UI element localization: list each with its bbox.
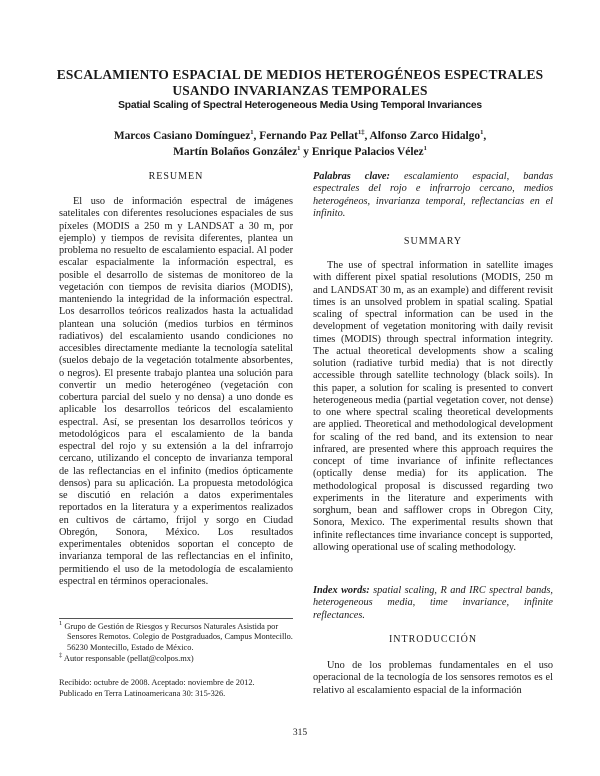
author-name: Fernando Paz Pellat: [259, 130, 358, 142]
index-words: [313, 585, 553, 622]
index-words-label: Index words:: [313, 585, 370, 596]
footnote-mark: 1: [59, 620, 63, 628]
summary-heading: SUMMARY: [403, 236, 463, 247]
introduccion-text: Uno de los problemas fundamentales en el uso operacional de la tecnología de los sensores remotos es el relativo al escalamiento espacial de la información: [313, 660, 553, 696]
received-accepted-dates: Recibido: octubre de 2008. Aceptado: noviembre de 2012.: [59, 678, 255, 687]
footnote-corresponding-author: [59, 654, 293, 664]
publication-info: Publicado en Terra Latinoamericana 30: 315-326.: [59, 689, 226, 699]
resumen-heading: RESUMEN: [148, 171, 204, 182]
author-name: Martín Bolaños González: [173, 146, 298, 158]
author-separator: ,: [364, 130, 370, 142]
page-number: 315: [292, 728, 308, 738]
author-name: Enrique Palacios Vélez: [311, 146, 424, 158]
author-name: Marcos Casiano Domínguez: [113, 130, 251, 142]
article-title-line-1: ESCALAMIENTO ESPACIAL DE MEDIOS HETEROGÉNEOS ESPECTRALES: [56, 67, 544, 82]
palabras-clave-text: escalamiento espacial, bandas espectrales del rojo e infrarrojo cercano, medios heterogéneos, invarianza temporal, reflectancias en el infinito.: [313, 171, 553, 219]
palabras-clave-label: Palabras clave:: [313, 171, 390, 182]
footnote-affiliation: [59, 622, 293, 653]
summary-text: The use of spectral information in satellite images with different pixel spatial resolutions (MODIS, 250 m and LANDSAT 30 m, as an example) and different revisit times is an unsolved problem in spatial scaling. Spatial scaling of spectral information can be used in the development of vegetation monitoring with daily revisit times (MODIS) through spectral information integrity. The actual theoretical developments show a scaling solution (radiative turbid media) that is not directly accessible through satellite technology (black soils). In this paper, a solution for scaling is presented to convert heterogeneous media (partial vegetation cover, not dense) to one where spectral scaling theoretical developments are applied. Theoretical and methodological development for scaling of the red band, and its extension to near infrared, are presented where this approach requires the concept of time invariance of infinite reflectances (optically dense media) for its application. The methodological proposal is discussed regarding two experiments in the literature and experiments with sorghum, bean and safflower crops in Obregon City, Sonora, Mexico. The experimental results shown that infinite reflectances time invariance concept is supported, allowing operational use of scaling methodology.: [313, 260, 553, 553]
resumen-text: El uso de información espectral de imágenes satelitales con diferentes resoluciones espaciales de sus píxeles (MODIS a 250 m y LANDSAT a 30 m, por ejemplo) y tiempos de revisita diferentes, plantea un problema no resuelto de escalamiento espacial. Al poder escalar espacialmente la información espectral, es posible el desarrollo de sistemas de monitoreo de la vegetación con tiempos de revisita diarios (MODIS), manteniendo la integridad de la información espectral. Los desarrollos teóricos realizados hasta la actualidad plantean una solución (medios turbios en términos radiativos) del escalamiento usando condiciones no accesibles directamente mediante la tecnología satelital (suelos debajo de la vegetación totalmente absorbentes, o negros). El presente trabajo plantea una solución para convertir un medio heterogéneo (vegetación con cobertura parcial del suelo y no densa) a uno donde es aplicable los desarrollos teóricos del escalamiento espectral. Así, se presentan los desarrollos teóricos y metodológicos para el escalamiento de la banda espectral del rojo y su extensión a la del infrarrojo cercano, utilizando el concepto de invarianza temporal de las reflectancias en el infinito (medios ópticamente densos) para su aplicación. La propuesta metodológica se discutió en relación a datos experimentales reportados en la literatura y a experimentos realizados en cultivos de cártamo, frijol y sorgo en Ciudad Obregón, Sonora, México. Los resultados experimentales obtenidos soportan el concepto de invarianza temporal de las reflectancias en el infinito, permitiendo el uso de la metodología de escalamiento espectral en términos operacionales.: [59, 196, 293, 587]
author-affiliation-mark: 1‡: [357, 129, 365, 137]
author-separator: y: [300, 146, 312, 158]
author-line-1: [60, 130, 540, 142]
author-separator: ,: [483, 130, 487, 142]
footnote-text: Grupo de Gestión de Riesgos y Recursos Naturales Asistida por Sensores Remotos. Colegio de Postgraduados, Campus Montecillo. 56230 Montecillo, Estado de México.: [64, 622, 293, 652]
footnote-mark: ‡: [59, 652, 63, 660]
author-affiliation-mark: 1: [423, 145, 427, 153]
article-subtitle-english: Spatial Scaling of Spectral Heterogeneous Media Using Temporal Invariances: [118, 100, 482, 111]
index-words-text: spatial scaling, R and IRC spectral bands, heterogeneous media, time invariance, infinite reflectances.: [313, 585, 553, 621]
footnotes: [59, 618, 293, 665]
article-dates: [59, 677, 293, 700]
author-affiliation-mark: 1: [297, 145, 301, 153]
footnote-text: Autor responsable (pellat@colpos.mx): [63, 653, 194, 663]
author-name: Alfonso Zarco Hidalgo: [369, 130, 481, 142]
author-affiliation-mark: 1: [480, 129, 484, 137]
palabras-clave: [313, 171, 553, 220]
author-separator: ,: [253, 130, 260, 142]
author-affiliation-mark: 1: [250, 129, 254, 137]
introduccion-heading: INTRODUCCIÓN: [388, 634, 478, 645]
article-title-line-2: USANDO INVARIANZAS TEMPORALES: [172, 83, 428, 98]
author-line-2: [60, 146, 540, 158]
